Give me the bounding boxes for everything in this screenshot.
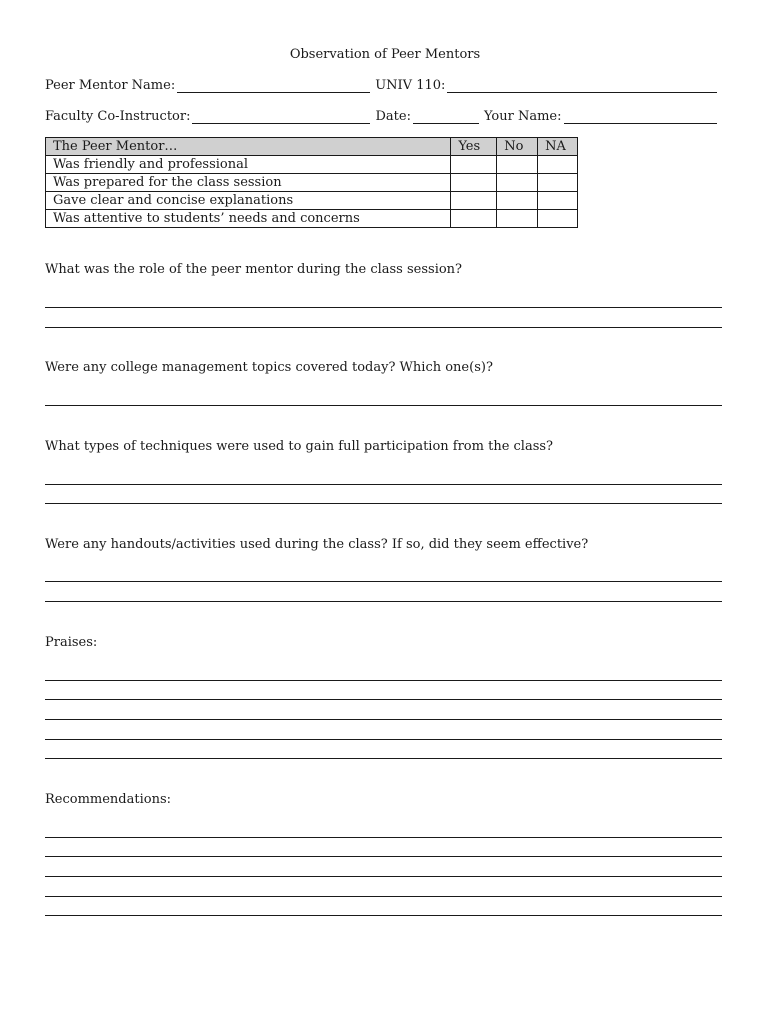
date-label: Date: — [375, 109, 411, 124]
na-cell[interactable] — [538, 210, 578, 228]
header-na: NA — [538, 138, 578, 156]
header-peer-mentor: The Peer Mentor… — [46, 138, 451, 156]
header-yes: Yes — [451, 138, 497, 156]
table-row — [46, 174, 578, 192]
no-cell[interactable] — [497, 174, 538, 192]
na-cell[interactable] — [538, 156, 578, 174]
table-row — [46, 192, 578, 210]
answer-line[interactable] — [45, 896, 722, 897]
question-participation-techniques: What types of techniques were used to gain full participation from the class? — [45, 439, 554, 454]
answer-line[interactable] — [45, 327, 722, 328]
yes-cell[interactable] — [451, 210, 497, 228]
recommendations-label: Recommendations: — [45, 792, 172, 807]
peer-mentor-name-label: Peer Mentor Name: — [45, 78, 176, 93]
answer-line[interactable] — [45, 680, 722, 681]
no-cell[interactable] — [497, 192, 538, 210]
answer-line[interactable] — [45, 758, 722, 759]
answer-line[interactable] — [45, 876, 722, 877]
yes-cell[interactable] — [451, 192, 497, 210]
row-label: Was friendly and professional — [46, 156, 451, 174]
table-header-row — [46, 138, 578, 156]
answer-line[interactable] — [45, 503, 722, 504]
header-no: No — [497, 138, 538, 156]
answer-line[interactable] — [45, 719, 722, 720]
yes-cell[interactable] — [451, 174, 497, 192]
peer-mentor-name-field[interactable] — [177, 79, 370, 93]
form-title: Observation of Peer Mentors — [289, 47, 481, 62]
answer-line[interactable] — [45, 856, 722, 857]
answer-line[interactable] — [45, 699, 722, 700]
question-handouts-activities: Were any handouts/activities used during the class? If so, did they seem effective? — [45, 537, 589, 552]
your-name-label: Your Name: — [483, 109, 562, 124]
na-cell[interactable] — [538, 192, 578, 210]
question-peer-mentor-role: What was the role of the peer mentor during the class session? — [45, 262, 463, 277]
answer-line[interactable] — [45, 915, 722, 916]
row-label: Gave clear and concise explanations — [46, 192, 451, 210]
answer-line[interactable] — [45, 484, 722, 485]
header-row-2 — [45, 104, 722, 124]
your-name-field[interactable] — [564, 110, 718, 124]
praises-label: Praises: — [45, 635, 98, 650]
answer-line[interactable] — [45, 601, 722, 602]
row-label: Was attentive to students’ needs and concerns — [46, 210, 451, 228]
table-row — [46, 156, 578, 174]
no-cell[interactable] — [497, 210, 538, 228]
table-row — [46, 210, 578, 228]
faculty-co-instructor-label: Faculty Co-Instructor: — [45, 109, 191, 124]
faculty-co-instructor-field[interactable] — [192, 110, 370, 124]
answer-line[interactable] — [45, 307, 722, 308]
yes-cell[interactable] — [451, 156, 497, 174]
no-cell[interactable] — [497, 156, 538, 174]
univ-field[interactable] — [447, 79, 717, 93]
row-label: Was prepared for the class session — [46, 174, 451, 192]
header-row-1 — [45, 73, 722, 93]
na-cell[interactable] — [538, 174, 578, 192]
question-management-topics: Were any college management topics covered today? Which one(s)? — [45, 360, 493, 375]
answer-line[interactable] — [45, 837, 722, 838]
answer-line[interactable] — [45, 581, 722, 582]
answer-line[interactable] — [45, 405, 722, 406]
observation-table — [45, 137, 578, 228]
answer-line[interactable] — [45, 739, 722, 740]
date-field[interactable] — [413, 110, 479, 124]
univ-label: UNIV 110: — [375, 78, 446, 93]
